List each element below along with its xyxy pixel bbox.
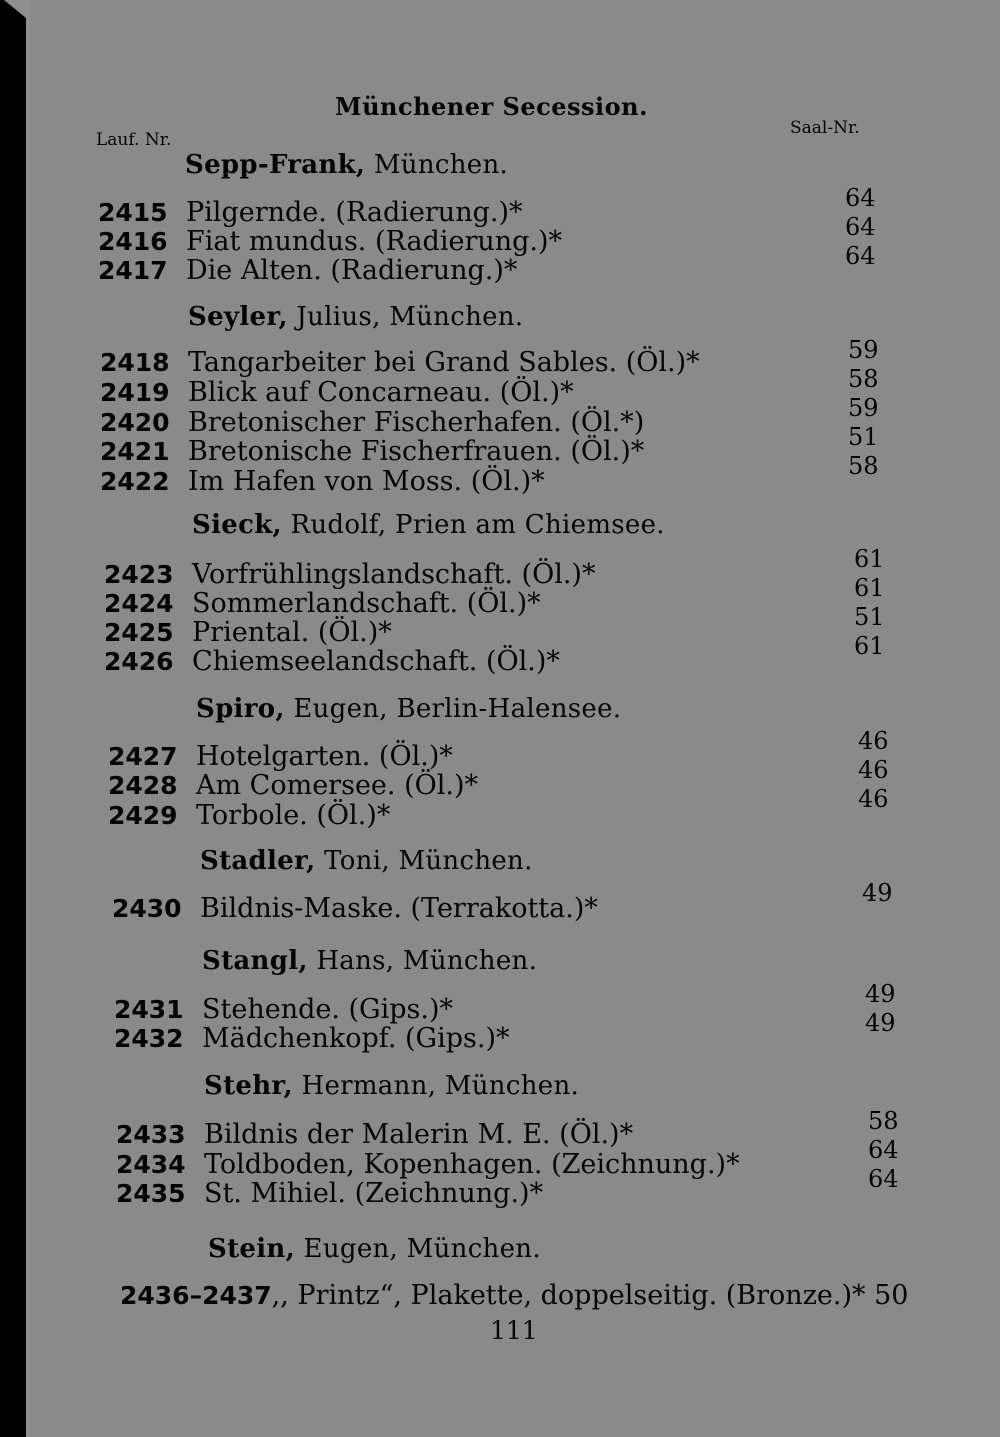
entry-title: Bildnis-Maske. (Terrakotta.)*	[200, 893, 598, 924]
entry-number: 2425	[104, 618, 174, 647]
lauf-nr-header: Lauf. Nr.	[96, 130, 172, 150]
saal-number: 51	[848, 423, 879, 451]
entry-title: Torbole. (Öl.)*	[196, 800, 391, 831]
entry-title: Mädchenkopf. (Gips.)*	[202, 1023, 510, 1054]
entry-title: Pilgernde. (Radierung.)*	[186, 197, 523, 228]
entry-number: 2416	[98, 227, 168, 256]
saal-number: 49	[862, 879, 893, 907]
artist-place: Eugen, München.	[303, 1234, 541, 1264]
entry-number: 2429	[108, 801, 178, 830]
entry-title: Chiemseelandschaft. (Öl.)*	[192, 646, 560, 677]
artist-heading	[188, 302, 523, 332]
entry-number: 2430	[112, 894, 182, 923]
artist-name: Stein,	[208, 1234, 295, 1264]
page-number: 111	[490, 1316, 538, 1345]
entry-title: Sommerlandschaft. (Öl.)*	[192, 588, 541, 619]
entry-number: 2419	[100, 378, 170, 407]
entry-number: 2435	[116, 1179, 186, 1208]
entry-title: Bretonische Fischerfrauen. (Öl.)*	[188, 436, 645, 467]
final-catalog-entry	[120, 1280, 908, 1311]
saal-number: 64	[868, 1136, 899, 1164]
artist-name: Sepp-Frank,	[185, 150, 366, 180]
artist-name: Stangl,	[202, 946, 308, 976]
entry-number: 2432	[114, 1024, 184, 1053]
saal-number: 64	[845, 184, 876, 212]
entry-title: Stehende. (Gips.)*	[202, 994, 454, 1025]
entry-number: 2420	[100, 408, 170, 437]
artist-place: München.	[373, 150, 509, 180]
entry-number: 2418	[100, 348, 170, 377]
artist-name: Seyler,	[188, 302, 288, 332]
artist-place: Toni, München.	[324, 846, 533, 876]
artist-place: Julius, München.	[296, 302, 524, 332]
entry-number: 2427	[108, 742, 178, 771]
artist-name: Stadler,	[200, 846, 316, 876]
running-title: Münchener Secession.	[335, 92, 648, 121]
entry-title: St. Mihiel. (Zeichnung.)*	[204, 1178, 544, 1209]
saal-number: 46	[858, 756, 889, 784]
saal-number: 46	[858, 727, 889, 755]
saal-number: 61	[854, 632, 885, 660]
entry-number: 2423	[104, 560, 174, 589]
saal-number: 64	[845, 242, 876, 270]
entry-number: 2415	[98, 198, 168, 227]
artist-heading	[200, 846, 533, 876]
artist-place: Eugen, Berlin-Halensee.	[293, 694, 622, 724]
saal-number: 61	[854, 574, 885, 602]
artist-name: Stehr,	[204, 1071, 293, 1101]
artist-heading	[185, 150, 508, 180]
entry-number: 2417	[98, 256, 168, 285]
artist-place: Hans, München.	[316, 946, 538, 976]
saal-number: 58	[848, 365, 879, 393]
entry-title: Priental. (Öl.)*	[192, 617, 392, 648]
entry-title: Toldboden, Kopenhagen. (Zeichnung.)*	[204, 1149, 740, 1180]
entry-number: 2422	[100, 467, 170, 496]
artist-place: Hermann, München.	[301, 1071, 580, 1101]
entry-title: ,, Printz“, Plakette, doppelseitig. (Bronze.)*	[271, 1280, 866, 1311]
catalog-page	[30, 0, 1000, 1437]
entry-number: 2436–2437	[120, 1281, 272, 1310]
artist-name: Sieck,	[192, 510, 282, 540]
saal-number: 61	[854, 545, 885, 573]
artist-place: Rudolf, Prien am Chiemsee.	[290, 510, 665, 540]
artist-heading	[192, 510, 665, 540]
entry-title: Die Alten. (Radierung.)*	[186, 255, 518, 286]
saal-number: 49	[865, 1009, 896, 1037]
saal-number: 64	[845, 213, 876, 241]
entry-number: 2434	[116, 1150, 186, 1179]
saal-number: 58	[848, 452, 879, 480]
saal-number: 46	[858, 785, 889, 813]
saal-number: 59	[848, 394, 879, 422]
entry-number: 2426	[104, 647, 174, 676]
entry-number: 2433	[116, 1120, 186, 1149]
entry-title: Bildnis der Malerin M. E. (Öl.)*	[204, 1119, 634, 1150]
saal-number: 51	[854, 603, 885, 631]
artist-heading	[208, 1234, 541, 1264]
saal-number: 59	[848, 336, 879, 364]
entry-title: Blick auf Concarneau. (Öl.)*	[188, 377, 574, 408]
entry-title: Vorfrühlingslandschaft. (Öl.)*	[192, 559, 596, 590]
artist-name: Spiro,	[196, 694, 285, 724]
entry-number: 2424	[104, 589, 174, 618]
saal-number: 58	[868, 1107, 899, 1135]
entry-number: 2421	[100, 437, 170, 466]
saal-number: 50	[874, 1280, 909, 1311]
saal-number: 49	[865, 980, 896, 1008]
entry-title: Bretonischer Fischerhafen. (Öl.*)	[188, 407, 645, 438]
entry-number: 2428	[108, 771, 178, 800]
entry-number: 2431	[114, 995, 184, 1024]
entry-title: Hotelgarten. (Öl.)*	[196, 741, 453, 772]
entry-title: Fiat mundus. (Radierung.)*	[186, 226, 563, 257]
artist-heading	[202, 946, 537, 976]
artist-heading	[204, 1071, 579, 1101]
saal-nr-header: Saal-Nr.	[790, 118, 860, 138]
entry-title: Am Comersee. (Öl.)*	[196, 770, 478, 801]
saal-number: 64	[868, 1165, 899, 1193]
artist-heading	[196, 694, 621, 724]
entry-title: Tangarbeiter bei Grand Sables. (Öl.)*	[188, 347, 700, 378]
entry-title: Im Hafen von Moss. (Öl.)*	[188, 466, 545, 497]
